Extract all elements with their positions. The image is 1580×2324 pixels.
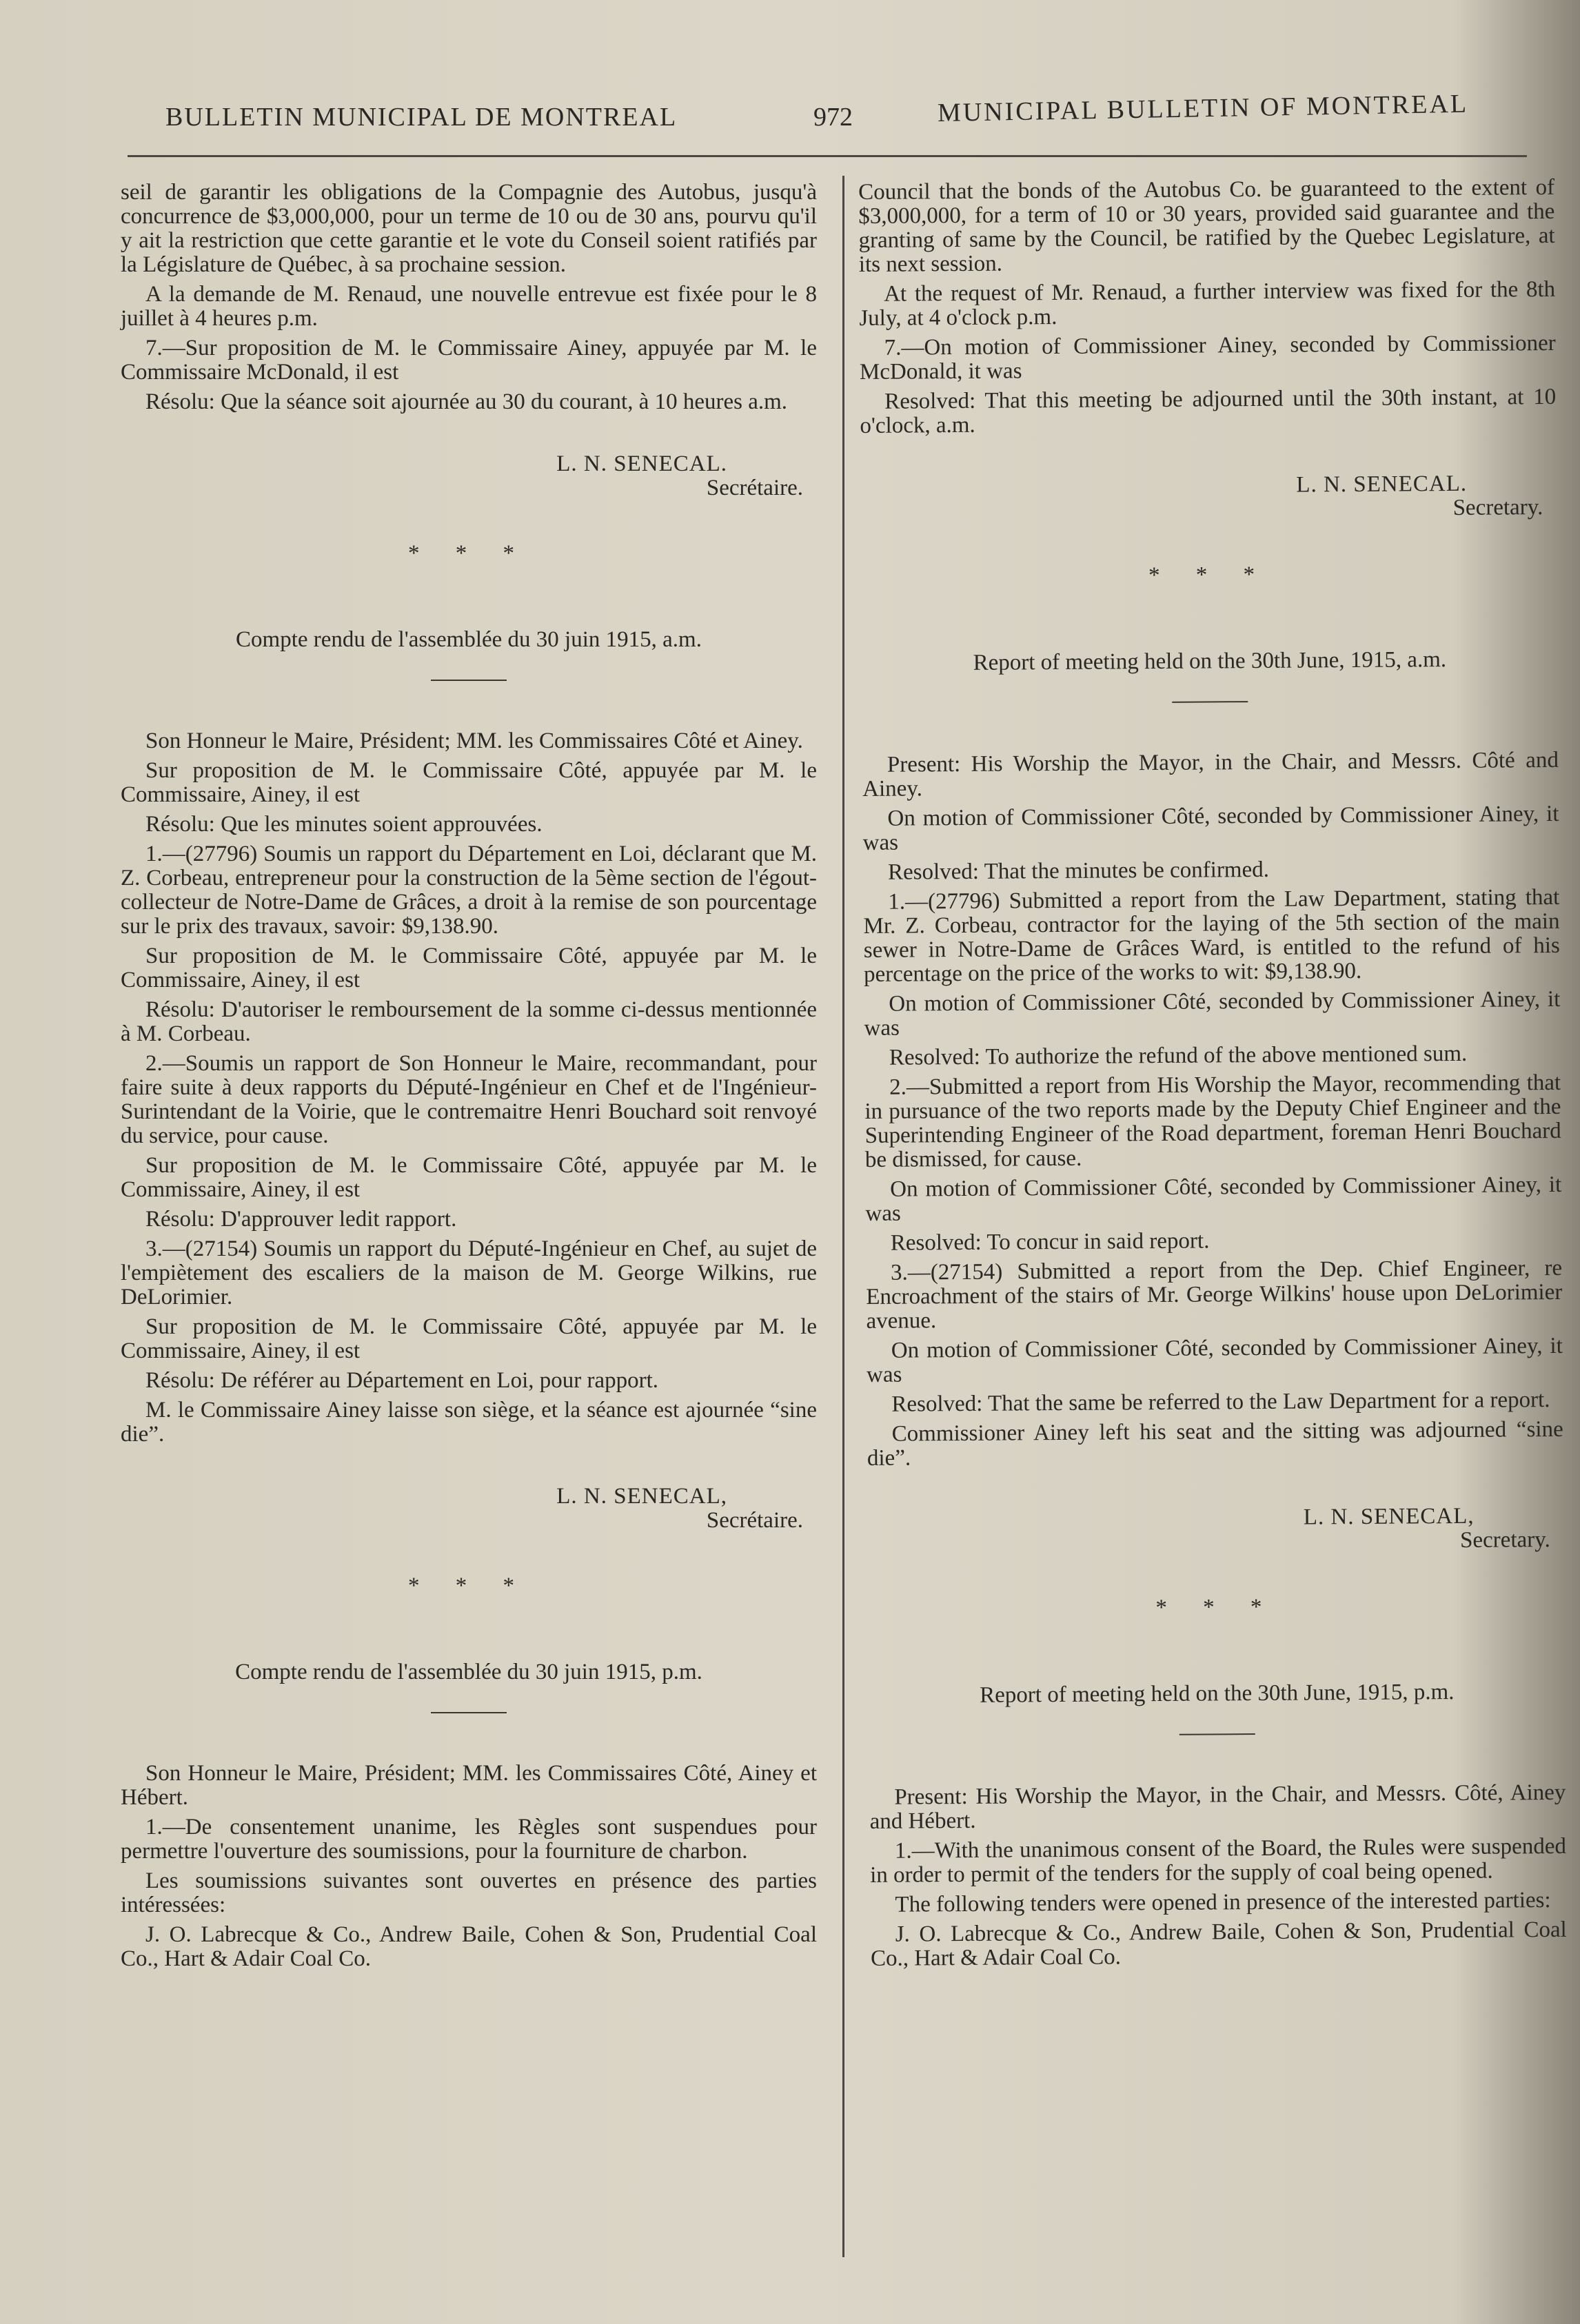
- paragraph: M. le Commissaire Ainey laisse son siège, et la séance est ajournée “sine die”.: [121, 1398, 817, 1447]
- signature-role: Secretary.: [1459, 1527, 1550, 1553]
- paragraph: 2.—Submitted a report from His Worship the Mayor, recommending that in pursuance of the two reports made by the Deputy Chief Engineer and the Superintending Engineer of the Road department, foreman Henri Bouchard be dismissed, for cause.: [864, 1070, 1561, 1172]
- signature-name: L. N. SENECAL.: [1296, 471, 1468, 498]
- header-english-title: MUNICIPAL BULLETIN OF MONTREAL: [937, 89, 1469, 128]
- paragraph: 7.—Sur proposition de M. le Commissaire Ainey, appuyée par M. le Commissaire McDonald, il est: [121, 336, 817, 385]
- signature-role: Secrétaire.: [706, 476, 803, 500]
- header-french-title: BULLETIN MUNICIPAL DE MONTREAL: [165, 103, 678, 132]
- paragraph: On motion of Commissioner Côté, seconded by Commissioner Ainey, it was: [865, 1172, 1562, 1226]
- meeting-heading: Report of meeting held on the 30th June, 1915, a.m.: [973, 647, 1447, 675]
- paragraph: Sur proposition de M. le Commissaire Côté, appuyée par M. le Commissaire, Ainey, il est: [121, 1314, 817, 1363]
- heading-rule: [1179, 1733, 1255, 1735]
- paragraph: On motion of Commissioner Côté, seconded by Commissioner Ainey, it was: [864, 986, 1561, 1041]
- paragraph: Résolu: De référer au Département en Loi, pour rapport.: [145, 1368, 659, 1393]
- signature-role: Secrétaire.: [706, 1508, 803, 1533]
- french-column: [121, 181, 817, 1977]
- heading-rule: [431, 680, 507, 681]
- section-separator: * * *: [1155, 1594, 1277, 1621]
- signature-name: L. N. SENECAL.: [556, 451, 727, 476]
- paragraph: Résolu: D'autoriser le remboursement de la somme ci-dessus mentionnée à M. Corbeau.: [121, 997, 817, 1046]
- paragraph: Present: His Worship the Mayor, in the Chair, and Messrs. Côté and Ainey.: [862, 747, 1559, 802]
- signature-name: L. N. SENECAL,: [1303, 1503, 1475, 1530]
- signature-block: [860, 471, 1557, 524]
- paragraph: Present: His Worship the Mayor, in the Chair, and Messrs. Côté, Ainey and Hébert.: [869, 1780, 1566, 1834]
- page-number: 972: [813, 103, 853, 132]
- paragraph: 1.—(27796) Soumis un rapport du Département en Loi, déclarant que M. Z. Corbeau, entrepreneur pour la construction de la 5ème section de l'égout-collecteur de Notre-Dame de Grâces, a droit à la remise de son pourcentage sur le prix des travaux, savoir: $9,138.90.: [121, 842, 817, 939]
- paragraph: 1.—De consentement unanime, les Règles sont suspendues pour permettre l'ouverture des soumissions, pour la fourniture de charbon.: [121, 1815, 817, 1864]
- heading-rule: [1172, 701, 1248, 703]
- paragraph: Résolu: D'approuver ledit rapport.: [145, 1207, 457, 1232]
- paragraph: Son Honneur le Maire, Président; MM. les Commissaires Côté, Ainey et Hébert.: [121, 1761, 817, 1810]
- paragraph: 7.—On motion of Commissioner Ainey, seconded by Commissioner McDonald, it was: [859, 330, 1556, 385]
- paragraph: seil de garantir les obligations de la Compagnie des Autobus, jusqu'à concurrence de $3,000,000, pour un terme de 10 ou de 30 ans, pourvu qu'il y ait la restriction que cette garantie et le vote du Conseil soient ratifiés par la Législature de Québec, à sa prochaine session.: [121, 180, 817, 277]
- signature-role: Secretary.: [1452, 495, 1543, 520]
- paragraph: 3.—(27154) Submitted a report from the Dep. Chief Engineer, re Encroachment of the stairs of Mr. George Wilkins' house upon DeLorimier avenue.: [866, 1255, 1563, 1334]
- paragraph: Sur proposition de M. le Commissaire Côté, appuyée par M. le Commissaire, Ainey, il est: [121, 758, 817, 807]
- heading-rule: [431, 1712, 507, 1713]
- meeting-heading: Compte rendu de l'assemblée du 30 juin 1915, p.m.: [235, 1660, 702, 1684]
- paragraph: Son Honneur le Maire, Président; MM. les Commissaires Côté et Ainey.: [145, 728, 803, 753]
- paragraph: Resolved: To concur in said report.: [890, 1228, 1210, 1256]
- paragraph: Resolved: That this meeting be adjourned until the 30th instant, at 10 o'clock, a.m.: [860, 384, 1557, 438]
- paragraph: 1.—(27796) Submitted a report from the Law Department, stating that Mr. Z. Corbeau, contractor for the laying of the 5th section of the main sewer in Notre-Dame de Grâces Ward, is entitled to the refund of his percentage on the price of the works to wit: $9,138.90.: [863, 884, 1560, 987]
- paragraph: On motion of Commissioner Côté, seconded by Commissioner Ainey, it was: [862, 801, 1559, 855]
- meeting-heading: Report of meeting held on the 30th June, 1915, p.m.: [980, 1680, 1455, 1708]
- paragraph: The following tenders were opened in presence of the interested parties:: [895, 1888, 1551, 1917]
- signature-block: [121, 452, 817, 500]
- meeting-heading: Compte rendu de l'assemblée du 30 juin 1915, a.m.: [236, 627, 702, 652]
- paragraph: Résolu: Que les minutes soient approuvées.: [145, 812, 543, 837]
- section-separator: * * *: [1148, 562, 1270, 589]
- paragraph: Les soumissions suivantes sont ouvertes en présence des parties intéressées:: [121, 1868, 817, 1917]
- paragraph: Résolu: Que la séance soit ajournée au 30 du courant, à 10 heures a.m.: [145, 389, 788, 414]
- signature-name: L. N. SENECAL,: [556, 1484, 727, 1509]
- paragraph: A la demande de M. Renaud, une nouvelle entrevue est fixée pour le 8 juillet à 4 heures p.m.: [121, 282, 817, 331]
- paragraph: Resolved: To authorize the refund of the above mentioned sum.: [889, 1041, 1468, 1070]
- paragraph: 1.—With the unanimous consent of the Board, the Rules were suspended in order to permit of the tenders for the supply of coal being opened.: [870, 1833, 1567, 1888]
- paragraph: Resolved: That the minutes be confirmed.: [887, 857, 1270, 885]
- running-header: [159, 89, 1510, 143]
- header-rule: [128, 155, 1527, 157]
- section-separator: * * *: [408, 1573, 529, 1598]
- signature-block: [867, 1504, 1563, 1557]
- paragraph: Sur proposition de M. le Commissaire Côté, appuyée par M. le Commissaire, Ainey, il est: [121, 1153, 817, 1202]
- section-separator: * * *: [408, 541, 529, 566]
- paragraph: Commissioner Ainey left his seat and the sitting was adjourned “sine die”.: [867, 1416, 1563, 1471]
- english-column: [858, 176, 1567, 1977]
- paragraph: On motion of Commissioner Côté, seconded by Commissioner Ainey, it was: [866, 1333, 1563, 1387]
- column-divider: [842, 176, 844, 2257]
- paragraph: J. O. Labrecque & Co., Andrew Baile, Cohen & Son, Prudential Coal Co., Hart & Adair Coal Co.: [870, 1917, 1567, 1971]
- paragraph: 3.—(27154) Soumis un rapport du Député-Ingénieur en Chef, au sujet de l'empiètement des escaliers de la maison de M. George Wilkins, rue DeLorimier.: [121, 1236, 817, 1309]
- paragraph: Resolved: That the same be referred to the Law Department for a report.: [891, 1387, 1550, 1417]
- paragraph: Sur proposition de M. le Commissaire Côté, appuyée par M. le Commissaire, Ainey, il est: [121, 944, 817, 992]
- paragraph: 2.—Soumis un rapport de Son Honneur le Maire, recommandant, pour faire suite à deux rapports du Député-Ingénieur en Chef et de l'Ingénieur-Surintendant de la Voirie, que le contremaitre Henri Bouchard soit renvoyé du service, pour cause.: [121, 1051, 817, 1148]
- paragraph: At the request of Mr. Renaud, a further interview was fixed for the 8th July, at 4 o'clock p.m.: [859, 276, 1556, 331]
- signature-block: [121, 1485, 817, 1533]
- paragraph: Council that the bonds of the Autobus Co. be guaranteed to the extent of $3,000,000, for a term of 10 or 30 years, provided said guarantee and the granting of same by the Council, be ratified by the Quebec Legislature, at its next session.: [858, 174, 1555, 277]
- paragraph: J. O. Labrecque & Co., Andrew Baile, Cohen & Son, Prudential Coal Co., Hart & Adair Coal Co.: [121, 1922, 817, 1971]
